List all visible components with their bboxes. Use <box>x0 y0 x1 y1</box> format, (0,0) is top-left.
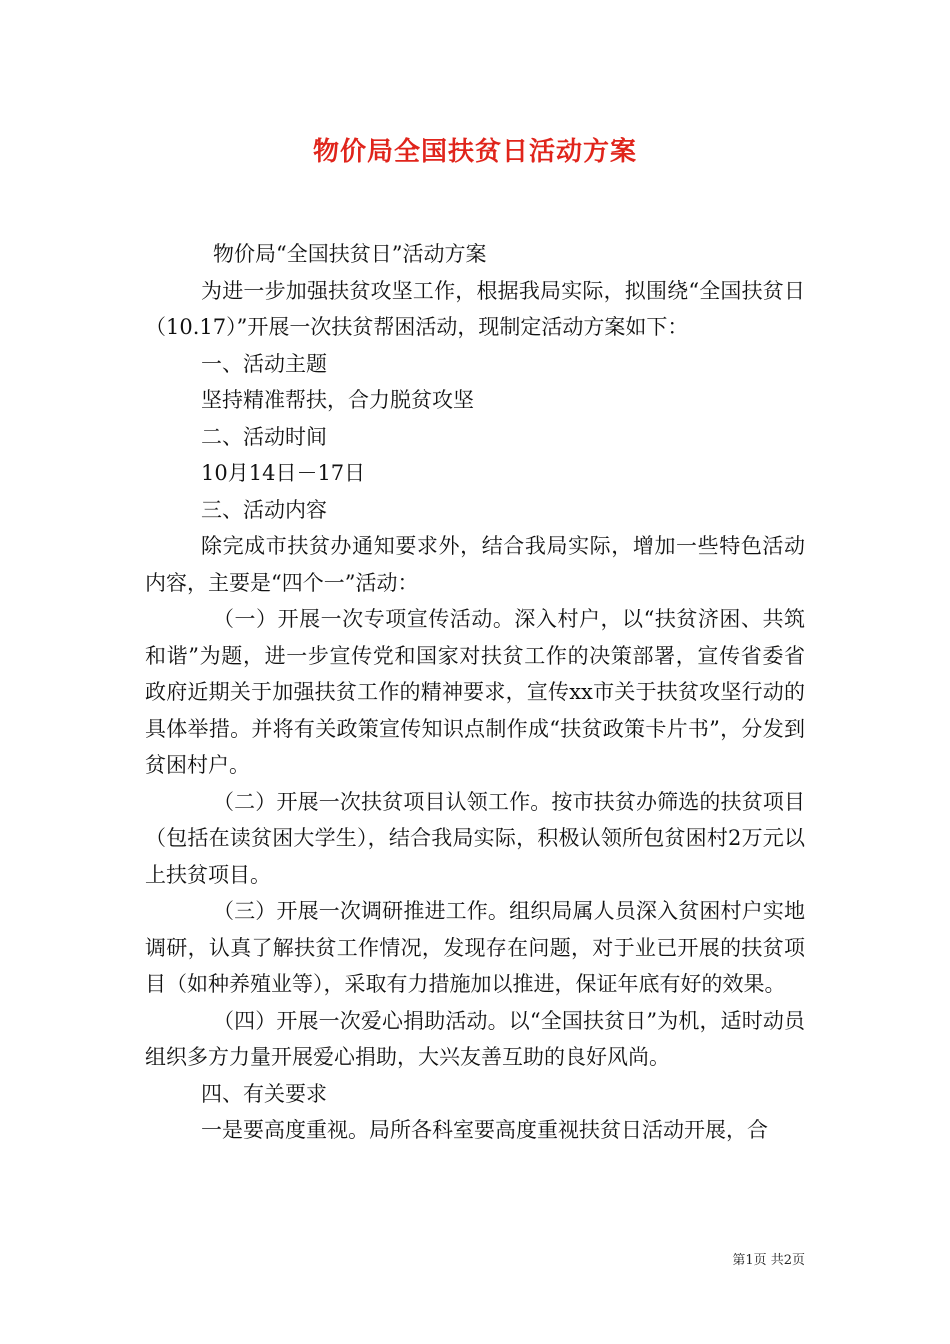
paragraph: 一是要高度重视。局所各科室要高度重视扶贫日活动开展，合 <box>201 1118 768 1142</box>
paragraph: 一、活动主题 <box>201 351 327 376</box>
paragraph: 除完成市扶贫办通知要求外，结合我局实际，增加一些特色活动内容，主要是“四个一”活动： <box>145 534 805 595</box>
paragraph: 为进一步加强扶贫攻坚工作，根据我局实际，拟围绕“全国扶贫日（10.17）”开展一次扶贫帮困活动，现制定活动方案如下： <box>145 278 805 339</box>
paragraph: 二、活动时间 <box>201 424 327 449</box>
paragraph: （一）开展一次专项宣传活动。深入村户，以“扶贫济困、共筑和谐”为题，进一步宣传党和国家对扶贫工作的决策部署，宣传省委省政府近期关于加强扶贫工作的精神要求，宣传xx市关于扶贫攻坚行动的具体举措。并将有关政策宣传知识点制作成“扶贫政策卡片书”，分发到贫困村户。 <box>145 607 805 777</box>
paragraph: （二）开展一次扶贫项目认领工作。按市扶贫办筛选的扶贫项目（包括在读贫困大学生），结合我局实际，积极认领所包贫困村2万元以上扶贫项目。 <box>145 789 805 887</box>
paragraph: 10月14日－17日 <box>201 461 366 485</box>
paragraph: 三、活动内容 <box>201 497 327 522</box>
paragraph: （三）开展一次调研推进工作。组织局属人员深入贫困村户实地调研，认真了解扶贫工作情况，发现存在问题，对于业已开展的扶贫项目（如种养殖业等），采取有力措施加以推进，保证年底有好的效果。 <box>145 899 805 996</box>
document-title: 物价局全国扶贫日活动方案 <box>312 137 637 167</box>
paragraph: 四、有关要求 <box>201 1081 327 1106</box>
paragraph: 物价局“全国扶贫日”活动方案 <box>213 242 487 266</box>
paragraph: 坚持精准帮扶，合力脱贫攻坚 <box>201 388 474 412</box>
document-body <box>145 236 805 1149</box>
page-number: 第1页 共2页 <box>732 1253 805 1268</box>
paragraph: （四）开展一次爱心捐助活动。以“全国扶贫日”为机，适时动员组织多方力量开展爱心捐助，大兴友善互助的良好风尚。 <box>145 1008 805 1069</box>
